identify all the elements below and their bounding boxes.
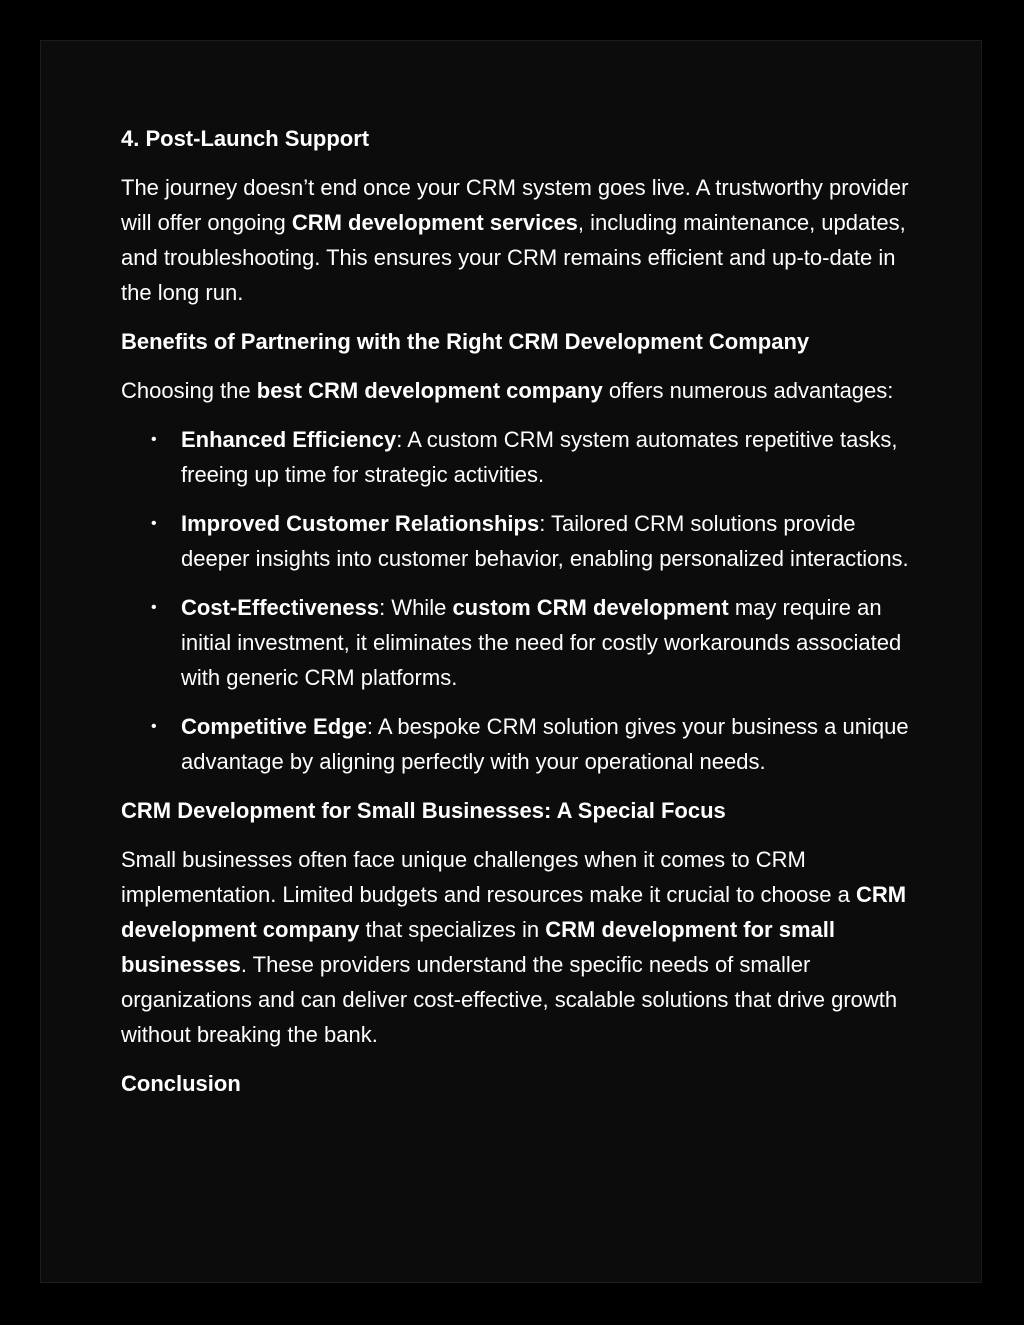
section-heading-small-business: CRM Development for Small Businesses: A Special Focus — [121, 798, 726, 823]
bold-text: CRM development services — [291, 210, 578, 235]
document-page — [40, 40, 982, 1283]
section-heading-post-launch: 4. Post-Launch Support — [121, 126, 370, 151]
text: offers numerous advantages: — [602, 378, 894, 403]
section-heading-benefits: Benefits of Partnering with the Right CRM Development Company — [121, 329, 810, 354]
list-item — [121, 709, 921, 779]
section-heading-conclusion: Conclusion — [121, 1071, 241, 1096]
text: Small businesses often face unique challenges when it comes to CRM implementation. Limited budgets and resources make it crucial to choose a — [121, 847, 856, 907]
bold-text: CRM development company — [121, 882, 907, 942]
text: . These providers understand the specific needs of smaller organizations and can deliver cost-effective, scalable solutions that drive growth without breaking the bank. — [121, 952, 898, 1047]
bold-text: Cost-Effectiveness — [181, 595, 380, 620]
bullet-icon: • — [151, 718, 157, 735]
bold-text: Enhanced Efficiency — [181, 427, 397, 452]
document-body — [121, 121, 921, 1115]
bold-text: custom CRM development — [452, 595, 729, 620]
bullet-icon: • — [151, 515, 157, 532]
text: that specializes in — [359, 917, 546, 942]
list-item — [121, 590, 921, 695]
bold-text: Competitive Edge — [181, 714, 367, 739]
paragraph-small-business — [121, 842, 921, 1052]
list-item — [121, 422, 921, 492]
text: : A bespoke CRM solution gives your business a unique advantage by aligning perfectly with your operational needs. — [181, 714, 909, 774]
bold-text: Improved Customer Relationships — [181, 511, 540, 536]
text: may require an initial investment, it eliminates the need for costly workarounds associated with generic CRM platforms. — [181, 595, 902, 690]
text: , including maintenance, updates, and troubleshooting. This ensures your CRM remains efficient and up-to-date in the long run. — [121, 210, 906, 305]
bullet-icon: • — [151, 599, 157, 616]
text: Choosing the — [121, 378, 257, 403]
bullet-icon: • — [151, 431, 157, 448]
text: : While — [379, 595, 453, 620]
bold-text: best CRM development company — [256, 378, 603, 403]
paragraph-benefits-intro — [121, 373, 921, 408]
paragraph-post-launch — [121, 170, 921, 310]
benefits-list — [121, 422, 921, 779]
list-item — [121, 506, 921, 576]
text: : Tailored CRM solutions provide deeper insights into customer behavior, enabling personalized interactions. — [181, 511, 909, 571]
text: : A custom CRM system automates repetitive tasks, freeing up time for strategic activities. — [181, 427, 898, 487]
text: The journey doesn’t end once your CRM system goes live. A trustworthy provider will offer ongoing — [121, 175, 909, 235]
bold-text: CRM development for small businesses — [121, 917, 835, 977]
